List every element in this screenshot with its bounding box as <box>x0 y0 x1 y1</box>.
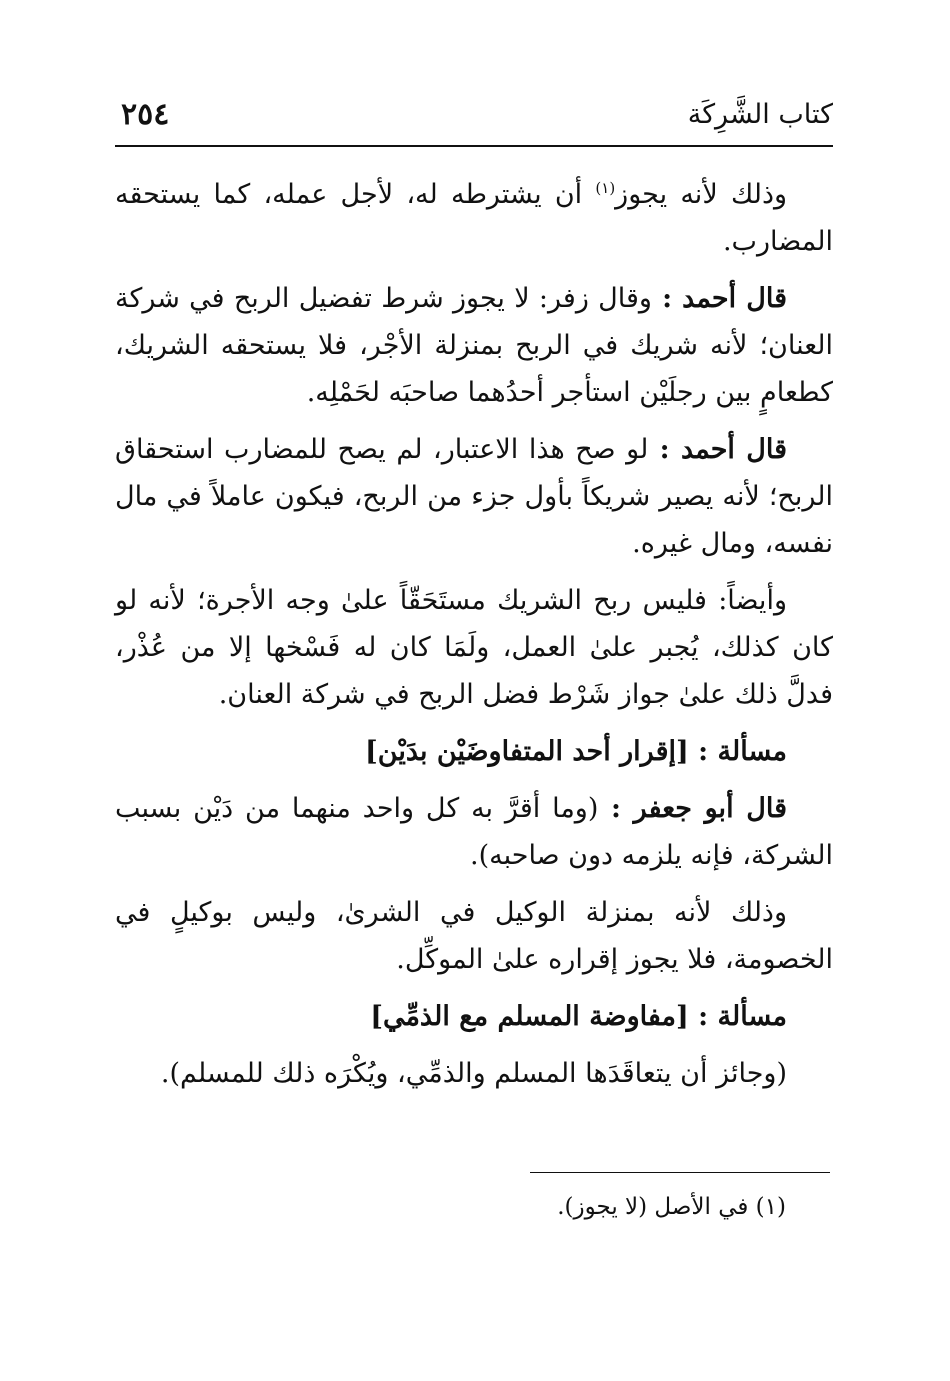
footnote-marker: (١) <box>595 179 616 197</box>
page-number: ٢٥٤ <box>121 97 170 132</box>
paragraph <box>115 275 833 416</box>
running-title: كتاب الشَّرِكَة <box>687 99 833 130</box>
section-heading: مسألة : [مفاوضة المسلم مع الذمِّي] <box>370 1001 787 1032</box>
paragraph <box>115 577 833 718</box>
paragraph-text: أن يشترطه له، لأجل عمله، كما يستحقه المضارب. <box>115 179 833 257</box>
page-body <box>115 147 833 1097</box>
speaker-label: قال أبو جعفر : <box>598 793 787 824</box>
paragraph-text: (وما أقرَّ به كل واحد منهما من دَيْن بسبب الشركة، فإنه يلزمه دون صاحبه). <box>115 793 833 871</box>
paragraph <box>115 426 833 567</box>
speaker-label: قال أحمد : <box>648 434 788 465</box>
speaker-label: قال أحمد : <box>651 283 787 314</box>
footnote-divider <box>530 1172 830 1173</box>
paragraph <box>115 171 833 265</box>
book-page <box>115 95 833 1107</box>
footnote: (١) في الأصل (لا يجوز). <box>557 1194 786 1220</box>
paragraph-text: وذلك لأنه بمنزلة الوكيل في الشرىٰ، وليس بوكيلٍ في الخصومة، فلا يجوز إقراره علىٰ الموكِّل. <box>115 897 833 975</box>
paragraph-text: لو صح هذا الاعتبار، لم يصح للمضارب استحقاق الربح؛ لأنه يصير شريكاً بأول جزء من الربح، فيكون عاملاً في مال نفسه، ومال غيره. <box>115 434 833 559</box>
paragraph <box>115 889 833 983</box>
paragraph: (وجائز أن يتعاقَدَها المسلم والذمِّي، ويُكْرَه ذلك للمسلم). <box>160 1058 787 1089</box>
page-header <box>115 95 833 147</box>
section-heading: مسألة : [إقرار أحد المتفاوضَيْن بدَيْن] <box>365 736 787 767</box>
paragraph <box>115 785 833 879</box>
paragraph-text: وذلك لأنه يجوز <box>615 179 788 210</box>
paragraph-text: وقال زفر: لا يجوز شرط تفضيل الربح في شركة العنان؛ لأنه شريك في الربح بمنزلة الأجْر، فلا يستحقه الشريك، كطعامٍ بين رجلَيْن استأجر أحدُهما صاحبَه لحَمْلِه. <box>115 283 833 408</box>
paragraph-text: وأيضاً: فليس ربح الشريك مستَحَقّاً علىٰ وجه الأجرة؛ لأنه لو كان كذلك، يُجبر علىٰ العمل، ولَمَا كان له فَسْخها إلا من عُذْر، فدلَّ ذلك علىٰ جواز شَرْط فضل الربح في شركة العنان. <box>115 585 833 710</box>
